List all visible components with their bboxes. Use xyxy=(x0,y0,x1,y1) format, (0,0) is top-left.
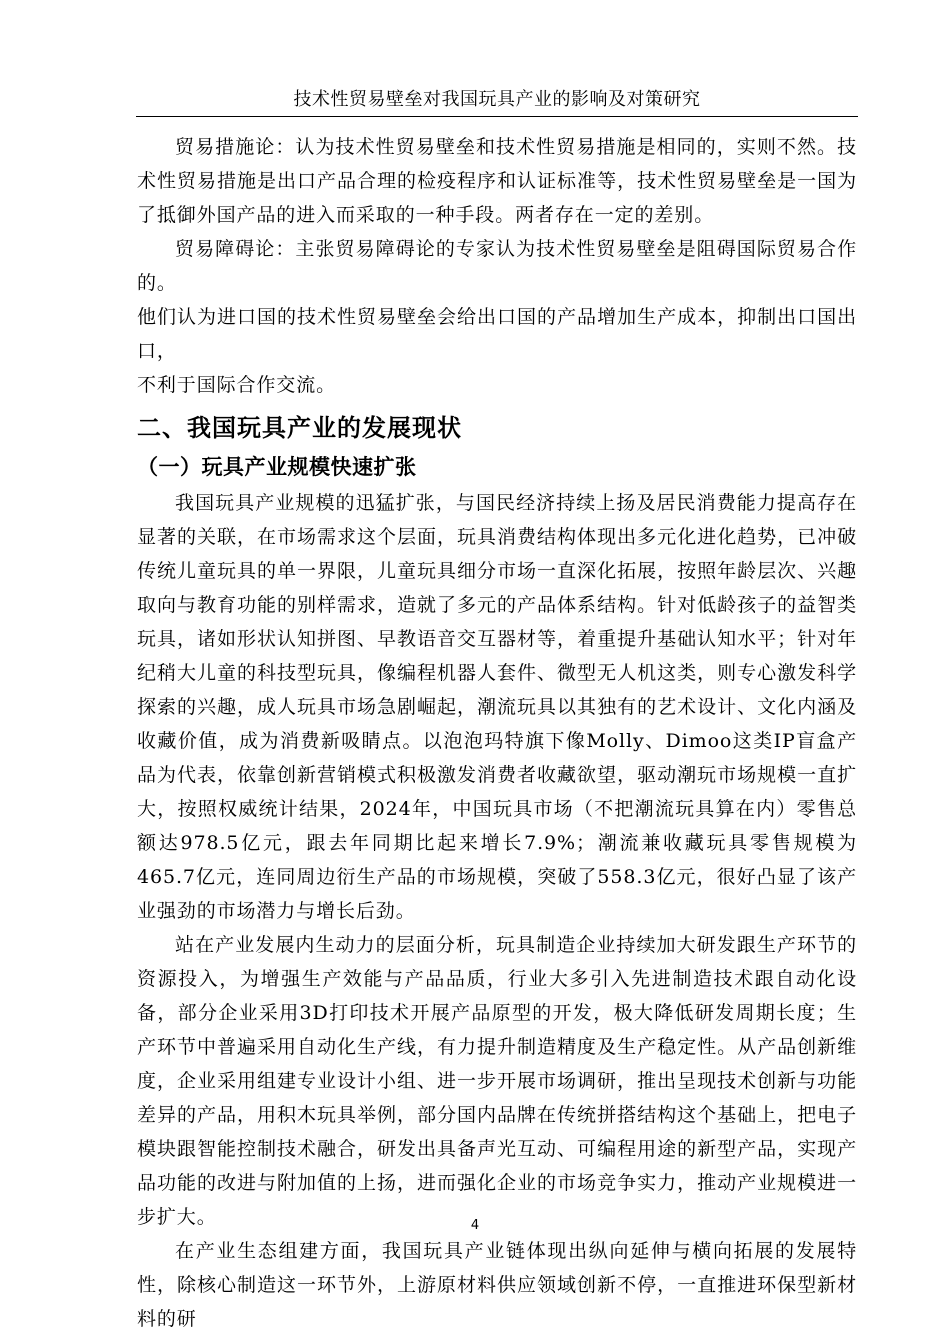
paragraph-continuation: 他们认为进口国的技术性贸易壁垒会给出口国的产品增加生产成本，抑制出口国出口， xyxy=(137,306,857,362)
paragraph-market-demand: 我国玩具产业规模的迅猛扩张，与国民经济持续上扬及居民消费能力提高存在显著的关联，在市场需求这个层面，玩具消费结构体现出多元化进化趋势，已冲破传统儿童玩具的单一界限，儿童玩具细分市场一直深化拓展，按照年龄层次、兴趣取向与教育功能的别样需求，造就了多元的产品体系结构。针对低龄孩子的益智类玩具，诸如形状认知拼图、早教语音交互器材等，着重提升基础认知水平；针对年纪稍大儿童的科技型玩具，像编程机器人套件、微型无人机这类，则专心激发科学探索的兴趣，成人玩具市场急剧崛起，潮流玩具以其独有的艺术设计、文化内涵及收藏价值，成为消费新吸睛点。以泡泡玛特旗下像Molly、Dimoo这类IP盲盒产品为代表，依靠创新营销模式积极激发消费者收藏欲望，驱动潮玩市场规模一直扩大，按照权威统计结果，2024年，中国玩具市场（不把潮流玩具算在内）零售总额达978.5亿元，跟去年同期比起来增长7.9%；潮流兼收藏玩具零售规模为465.7亿元，连同周边衍生产品的市场规模，突破了558.3亿元，很好凸显了该产业强劲的市场潜力与增长后劲。 xyxy=(137,492,857,922)
running-header: 技术性贸易壁垒对我国玩具产业的影响及对策研究 xyxy=(293,89,701,110)
paragraph-trade-measures: 贸易措施论：认为技术性贸易壁垒和技术性贸易措施是相同的，实则不然。技术性贸易措施是出口产品合理的检疫程序和认证标准等，技术性贸易壁垒是一国为了抵御外国产品的进入而采取的一种手段。两者存在一定的差别。 xyxy=(137,136,857,226)
section-heading: 二、我国玩具产业的发展现状 xyxy=(137,414,462,442)
header-divider xyxy=(136,116,858,117)
page-number: 4 xyxy=(470,1218,480,1233)
page-body xyxy=(137,130,857,1336)
paragraph-continuation-end: 不利于国际合作交流。 xyxy=(137,374,337,396)
paragraph-industry-drivers: 站在产业发展内生动力的层面分析，玩具制造企业持续加大研发跟生产环节的资源投入，为增强生产效能与产品品质，行业大多引入先进制造技术跟自动化设备，部分企业采用3D打印技术开展产品原型的开发，极大降低研发周期长度；生产环节中普遍采用自动化生产线，有力提升制造精度及生产稳定性。从产品创新维度，企业采用组建专业设计小组、进一步开展市场调研，推出呈现技术创新与功能差异的产品，用积木玩具举例，部分国内品牌在传统拼搭结构这个基础上，把电子模块跟智能控制技术融合，研发出具备声光互动、可编程用途的新型产品，实现产品功能的改进与附加值的上扬，进而强化企业的市场竞争实力，推动产业规模进一步扩大。 xyxy=(137,934,857,1228)
subsection-heading: （一）玩具产业规模快速扩张 xyxy=(137,455,417,479)
paragraph-trade-barriers: 贸易障碍论：主张贸易障碍论的专家认为技术性贸易壁垒是阻碍国际贸易合作的。 xyxy=(137,238,857,294)
paragraph-industry-ecosystem: 在产业生态组建方面，我国玩具产业链体现出纵向延伸与横向拓展的发展特性，除核心制造这一环节外，上游原材料供应领域创新不停，一直推进环保型新材料的研 xyxy=(137,1240,857,1330)
